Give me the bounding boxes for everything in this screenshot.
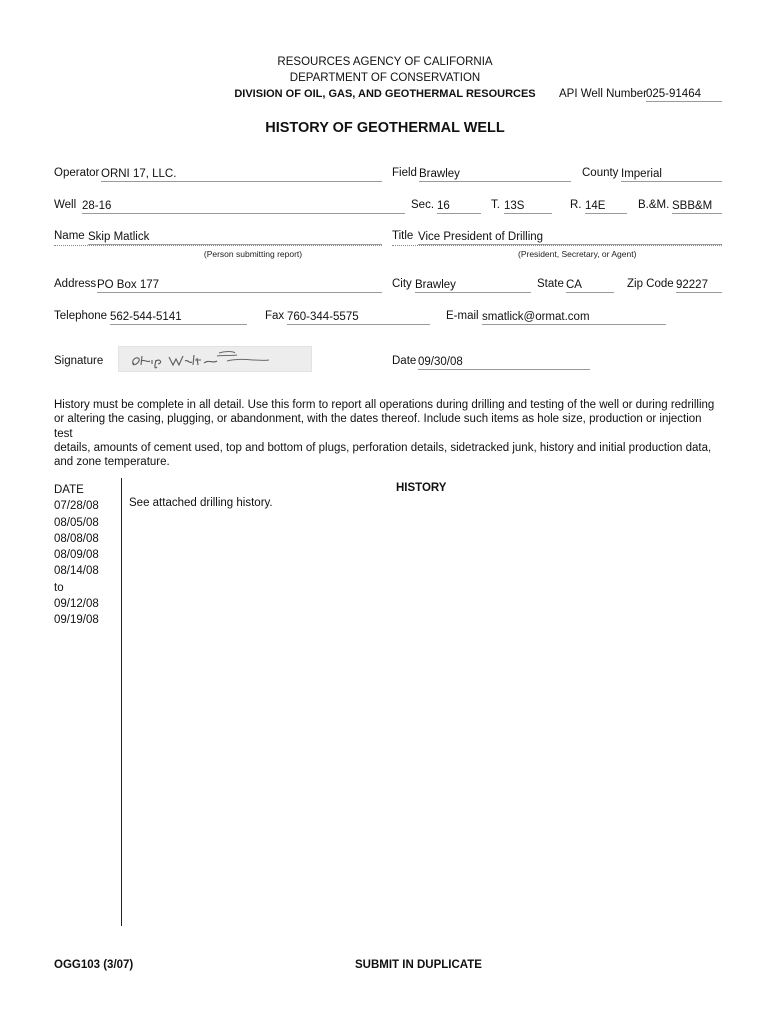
title-underline [392,244,722,246]
history-column-header: HISTORY [396,482,447,494]
range-field[interactable]: 14E [585,199,627,214]
instructions-paragraph [54,398,716,469]
history-date: 08/14/08 [54,565,99,578]
address-label: Address [54,278,97,290]
well-field[interactable]: 28-16 [82,199,405,214]
state-field[interactable]: CA [566,278,614,293]
telephone-label: Telephone [54,310,108,322]
county-label: County [582,167,619,179]
signature-label: Signature [54,355,104,367]
history-date: 08/08/08 [54,532,99,545]
history-date: to [54,581,64,594]
history-date: 08/05/08 [54,516,99,529]
history-date: 08/09/08 [54,549,99,562]
name-note: (Person submitting report) [203,249,303,259]
title-label: Title [392,230,414,242]
field-name-field[interactable]: Brawley [419,167,571,182]
state-label: State [537,278,564,290]
fax-field[interactable]: 760-344-5575 [287,310,430,325]
sec-field[interactable]: 16 [437,199,481,214]
zip-label: Zip Code [627,278,674,290]
range-label: R. [570,199,582,211]
email-label: E-mail [446,310,479,322]
name-underline [54,244,382,246]
township-label: T. [491,199,500,211]
history-date-column [54,482,99,629]
history-date: 09/19/08 [54,614,99,627]
email-field[interactable]: smatlick@ormat.com [482,310,666,325]
history-date: 09/12/08 [54,598,99,611]
agency-line: RESOURCES AGENCY OF CALIFORNIA [277,56,493,68]
address-field[interactable]: PO Box 177 [97,278,382,293]
fax-label: Fax [265,310,285,322]
date-label: Date [392,355,417,367]
submit-in-duplicate-note: SUBMIT IN DUPLICATE [355,959,482,971]
name-label: Name [54,230,85,242]
date-field[interactable]: 09/30/08 [418,355,590,370]
zip-field[interactable]: 92227 [676,278,722,293]
telephone-field[interactable]: 562-544-5141 [110,310,247,325]
instructions-line: History must be complete in all detail. Use this form to report all operations during drilling and testing of the well or during redrilling [54,399,715,411]
base-meridian-field[interactable]: SBB&M [672,199,722,214]
handwritten-signature-image [119,347,311,371]
well-label: Well [54,199,77,211]
instructions-line: details, amounts of cement used, top and bottom of plugs, perforation details, sidetracked junk, history and initial production data, [54,441,712,454]
history-entry: See attached drilling history. [129,497,273,509]
signature-field[interactable] [118,346,312,372]
sec-label: Sec. [411,199,435,211]
form-number: OGG103 (3/07) [54,959,134,971]
title-field[interactable]: Vice President of Drilling [418,230,722,245]
name-field[interactable]: Skip Matlick [88,230,382,245]
operator-label: Operator [54,167,100,179]
division-line: DIVISION OF OIL, GAS, AND GEOTHERMAL RESOURCES [234,88,536,100]
api-well-number-field[interactable]: 025-91464 [646,87,722,102]
title-note: (President, Secretary, or Agent) [518,249,637,259]
county-field[interactable]: Imperial [621,167,722,182]
instructions-line: and zone temperature. [54,456,170,469]
field-label: Field [392,167,417,179]
history-column-divider [121,478,122,926]
city-field[interactable]: Brawley [415,278,531,293]
operator-field[interactable]: ORNI 17, LLC. [101,167,382,182]
base-meridian-label: B.&M. [638,199,670,211]
city-label: City [392,278,412,290]
instructions-line: or altering the casing, plugging, or abandonment, with the dates thereof. Include such items as hole size, production or injection test [54,413,702,440]
api-well-label: API Well Number [559,88,647,100]
history-date: 07/28/08 [54,500,99,513]
date-column-header: DATE [54,484,84,496]
form-title: HISTORY OF GEOTHERMAL WELL [265,120,505,136]
township-field[interactable]: 13S [504,199,552,214]
department-line: DEPARTMENT OF CONSERVATION [289,72,481,84]
